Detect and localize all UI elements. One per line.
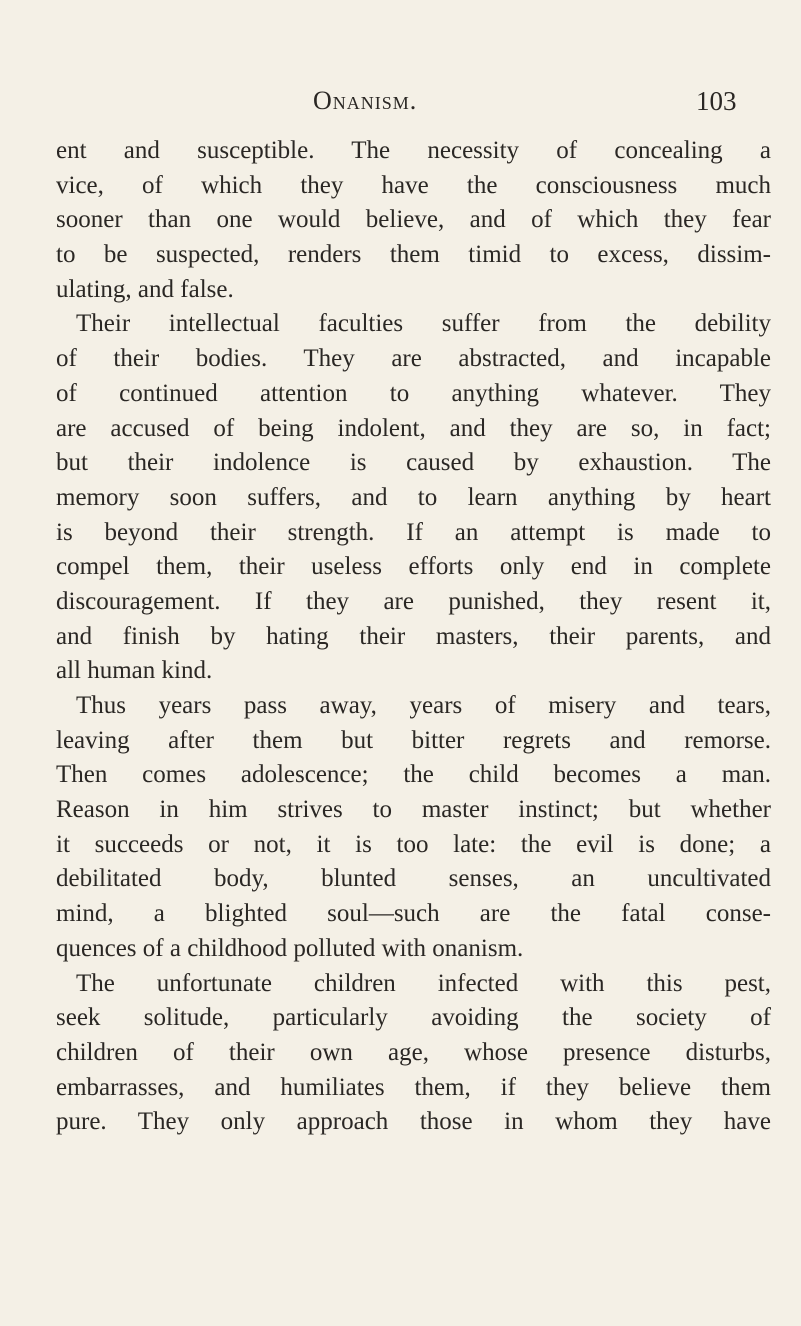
text-line: of their bodies. They are abstracted, and incapable <box>56 345 771 373</box>
text-line: children of their own age, whose presence disturbs, <box>56 1038 771 1066</box>
text-line: of continued attention to anything whatever. They <box>56 379 771 407</box>
text-line: Then comes adolescence; the child becomes a man. <box>56 761 771 789</box>
text-line: sooner than one would believe, and of which they fear <box>56 206 771 234</box>
text-line: leaving after them but bitter regrets and remorse. <box>56 726 771 754</box>
text-line: seek solitude, particularly avoiding the society of <box>56 1004 771 1032</box>
text-line: it succeeds or not, it is too late: the evil is done; a <box>56 830 771 858</box>
page-number: 103 <box>696 86 737 116</box>
text-line: is beyond their strength. If an attempt is made to <box>56 518 771 546</box>
text-line: pure. They only approach those in whom they have <box>56 1108 771 1136</box>
running-title: Onanism. <box>313 86 418 115</box>
body-text <box>56 134 771 1140</box>
text-line: mind, a blighted soul—such are the fatal conse- <box>56 900 771 928</box>
text-line: and finish by hating their masters, their parents, and <box>56 622 771 650</box>
text-line: Their intellectual faculties suffer from the debility <box>76 310 771 338</box>
text-line: but their indolence is caused by exhaustion. The <box>56 449 771 477</box>
text-line: Reason in him strives to master instinct; but whether <box>56 796 771 824</box>
text-line: The unfortunate children infected with this pest, <box>76 969 771 997</box>
text-line: are accused of being indolent, and they are so, in fact; <box>56 414 771 442</box>
running-head <box>0 82 801 122</box>
text-line: ent and susceptible. The necessity of concealing a <box>56 137 771 164</box>
text-line: debilitated body, blunted senses, an uncultivated <box>56 865 771 893</box>
text-line: embarrasses, and humiliates them, if they believe them <box>56 1073 771 1101</box>
text-line: vice, of which they have the consciousness much <box>56 171 771 199</box>
text-line: all human kind. <box>56 657 213 685</box>
text-line: ulating, and false. <box>56 275 234 303</box>
text-line: quences of a childhood polluted with onanism. <box>56 934 524 962</box>
text-line: discouragement. If they are punished, they resent it, <box>56 587 771 615</box>
text-line: to be suspected, renders them timid to excess, dissim- <box>56 241 771 269</box>
text-line: Thus years pass away, years of misery and tears, <box>76 692 771 719</box>
text-line: memory soon suffers, and to learn anything by heart <box>56 483 771 511</box>
text-line: compel them, their useless efforts only end in complete <box>56 553 771 581</box>
